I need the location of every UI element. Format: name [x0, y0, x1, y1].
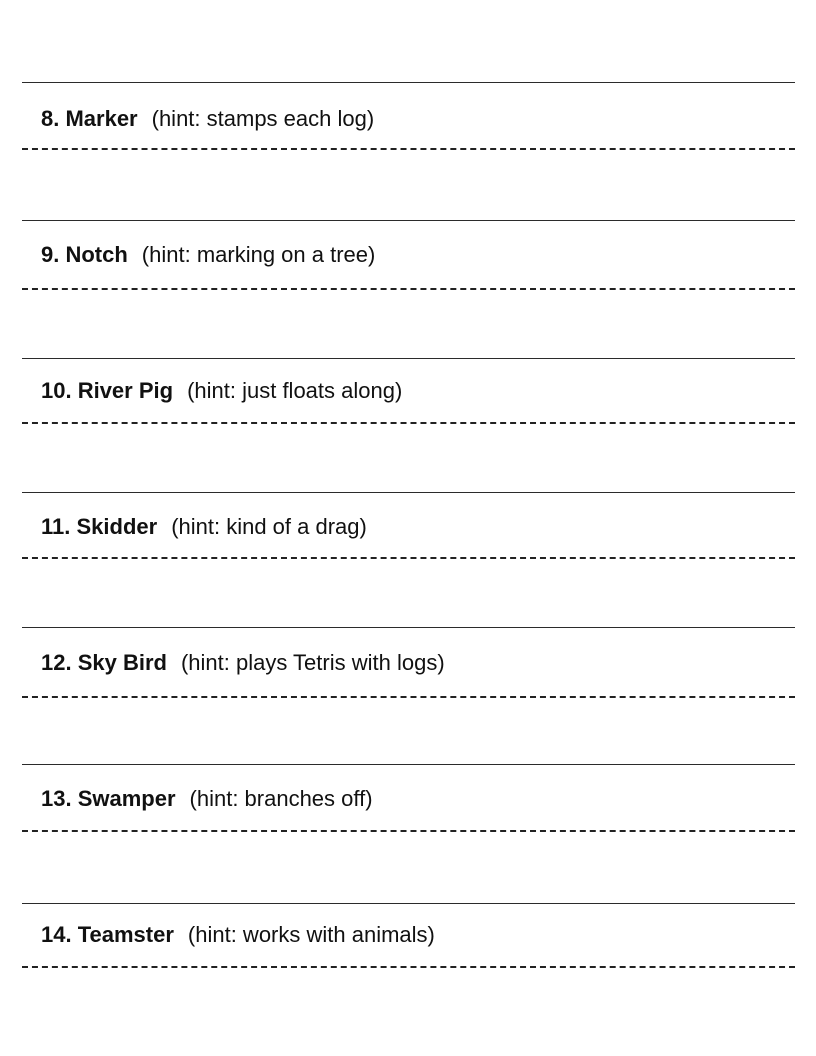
entry-line	[41, 648, 445, 678]
answer-line[interactable]	[22, 696, 795, 698]
entry-top-rule	[22, 492, 795, 493]
entry-term: 13. Swamper	[41, 786, 176, 811]
entry-top-rule	[22, 82, 795, 83]
entry-hint: (hint: works with animals)	[187, 922, 435, 947]
entry-line	[41, 512, 367, 542]
entry-top-rule	[22, 627, 795, 628]
entry-term: 12. Sky Bird	[41, 650, 167, 675]
entry-top-rule	[22, 220, 795, 221]
answer-line[interactable]	[22, 966, 795, 968]
answer-line[interactable]	[22, 148, 795, 150]
answer-line[interactable]	[22, 422, 795, 424]
entry-line	[41, 376, 402, 406]
entry-term: 8. Marker	[41, 106, 138, 131]
entry-line	[41, 104, 374, 134]
answer-line[interactable]	[22, 830, 795, 832]
entry-hint: (hint: plays Tetris with logs)	[180, 650, 445, 675]
entry-line	[41, 240, 375, 270]
entry-term: 10. River Pig	[41, 378, 174, 403]
entry-hint: (hint: kind of a drag)	[171, 514, 367, 539]
entry-top-rule	[22, 358, 795, 359]
entry-top-rule	[22, 764, 795, 765]
entry-hint: (hint: stamps each log)	[151, 106, 375, 131]
entry-line	[41, 784, 373, 814]
answer-line[interactable]	[22, 557, 795, 559]
answer-line[interactable]	[22, 288, 795, 290]
entry-term: 9. Notch	[41, 242, 128, 267]
entry-term: 14. Teamster	[41, 922, 174, 947]
entry-top-rule	[22, 903, 795, 904]
entry-hint: (hint: marking on a tree)	[141, 242, 376, 267]
entry-line	[41, 920, 435, 950]
entry-hint: (hint: branches off)	[189, 786, 373, 811]
entry-hint: (hint: just floats along)	[187, 378, 403, 403]
entry-term: 11. Skidder	[41, 514, 158, 539]
